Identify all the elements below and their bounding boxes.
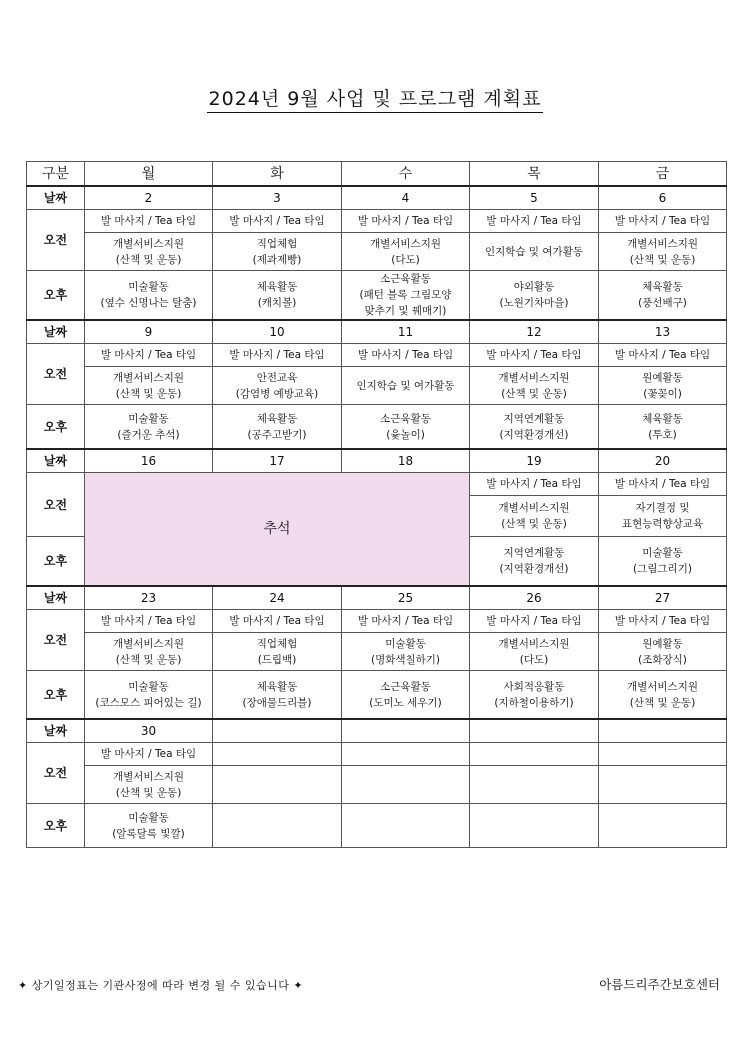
activity-line: 소근육활동 xyxy=(380,680,431,693)
activity-line: (옆수 신명나는 탈춤) xyxy=(100,297,197,309)
tea-row xyxy=(27,344,727,367)
organization-name: 아름드리주간보호센터 xyxy=(599,977,720,992)
activity-line: (공주고받기) xyxy=(247,428,307,441)
activity-line: 소근육활동 xyxy=(380,412,431,425)
activity-line: (산책 및 운동) xyxy=(629,696,696,709)
activity-line: 원예활동 xyxy=(642,637,683,650)
date-row xyxy=(27,586,727,610)
date-cell: 27 xyxy=(599,586,727,610)
activity-line: (지역환경개선) xyxy=(499,428,569,441)
activity-line: (다도) xyxy=(391,253,420,266)
pm-activity-cell xyxy=(470,537,599,587)
date-cell: 4 xyxy=(342,186,470,210)
tea-time-cell: 발 마사지 / Tea 타임 xyxy=(599,344,727,367)
activity-line: 지역연계활동 xyxy=(503,412,565,425)
am-activity-cell xyxy=(342,367,470,405)
tea-time-cell: 발 마사지 / Tea 타임 xyxy=(599,210,727,233)
activity-line: (조화장식) xyxy=(638,653,687,666)
activity-line: (다도) xyxy=(519,653,549,666)
am-activity-cell xyxy=(470,766,599,804)
tea-time-cell xyxy=(599,743,727,766)
pm-label: 오후 xyxy=(27,271,85,321)
activity-line: (풍선배구) xyxy=(638,297,687,309)
date-label: 날짜 xyxy=(27,186,85,210)
day-header: 월 xyxy=(85,162,213,187)
activity-line: 미술활동 xyxy=(642,547,683,559)
tea-time-cell xyxy=(342,743,470,766)
pm-row xyxy=(27,405,727,450)
day-header: 금 xyxy=(599,162,727,187)
footer-note xyxy=(18,977,303,993)
date-cell: 24 xyxy=(213,586,342,610)
date-cell: 3 xyxy=(213,186,342,210)
pm-activity-cell xyxy=(599,405,727,450)
activity-line: 소근육활동 xyxy=(380,273,431,285)
activity-line: (명화색칠하기) xyxy=(370,653,441,666)
date-cell: 11 xyxy=(342,320,470,344)
date-cell: 5 xyxy=(470,186,599,210)
tea-time-cell: 발 마사지 / Tea 타임 xyxy=(470,344,599,367)
header-row xyxy=(27,162,727,187)
activity-line: 야외활동 xyxy=(513,281,555,293)
tea-time-cell: 발 마사지 / Tea 타임 xyxy=(470,210,599,233)
am-activity-cell xyxy=(599,496,727,537)
am-label: 오전 xyxy=(27,743,85,804)
pm-activity-cell xyxy=(599,271,727,321)
am-activity-cell xyxy=(85,367,213,405)
pm-activity-cell xyxy=(599,671,727,720)
page-title xyxy=(0,84,750,111)
date-row xyxy=(27,186,727,210)
tea-time-cell: 발 마사지 / Tea 타임 xyxy=(85,210,213,233)
activity-line: 직업체험 xyxy=(256,237,298,250)
date-cell: 20 xyxy=(599,449,727,473)
pm-row xyxy=(27,271,727,321)
date-cell: 6 xyxy=(599,186,727,210)
pm-activity-cell xyxy=(213,271,342,321)
date-cell: 18 xyxy=(342,449,470,473)
pm-activity-cell xyxy=(599,537,727,587)
activity-line: 사회적응활동 xyxy=(503,680,565,693)
am-activity-cell xyxy=(342,233,470,271)
date-cell: 26 xyxy=(470,586,599,610)
date-cell: 13 xyxy=(599,320,727,344)
tea-time-cell xyxy=(470,743,599,766)
activity-line: 개별서비스지원 xyxy=(626,680,698,693)
header-label: 구분 xyxy=(27,162,85,187)
am-activity-cell xyxy=(470,233,599,271)
activity-line: (감염병 예방교육) xyxy=(235,387,319,400)
tea-time-cell: 발 마사지 / Tea 타임 xyxy=(213,210,342,233)
activity-line: 미술활동 xyxy=(385,637,426,650)
tea-time-cell: 발 마사지 / Tea 타임 xyxy=(342,610,470,633)
am-label: 오전 xyxy=(27,610,85,671)
date-cell: 16 xyxy=(85,449,213,473)
date-row xyxy=(27,320,727,344)
pm-activity-cell xyxy=(470,671,599,720)
tea-time-cell: 발 마사지 / Tea 타임 xyxy=(470,473,599,496)
activity-line: 개별서비스지원 xyxy=(112,770,184,783)
activity-line: (산책 및 운동) xyxy=(115,253,182,266)
date-cell: 10 xyxy=(213,320,342,344)
pm-activity-cell xyxy=(85,804,213,848)
pm-activity-cell xyxy=(342,671,470,720)
pm-activity-cell xyxy=(342,405,470,450)
activity-line: (도미노 세우기) xyxy=(369,696,442,709)
am-activity-cell xyxy=(470,367,599,405)
date-cell: 19 xyxy=(470,449,599,473)
activity-line: 미술활동 xyxy=(128,412,169,425)
activity-line: (꽃꽂이) xyxy=(643,387,682,400)
am-activity-cell xyxy=(85,633,213,671)
pm-activity-cell xyxy=(599,804,727,848)
tea-time-cell: 발 마사지 / Tea 타임 xyxy=(85,743,213,766)
page-title-text: 2024년 9월 사업 및 프로그램 계획표 xyxy=(207,88,544,113)
date-cell xyxy=(599,719,727,743)
activity-line: 개별서비스지원 xyxy=(112,637,184,650)
am-activity-cell xyxy=(85,233,213,271)
activity-line: 직업체험 xyxy=(256,637,298,650)
activity-line: 개별서비스지원 xyxy=(112,371,184,384)
activity-line: 안전교육 xyxy=(256,371,298,384)
activity-line: (제과제빵) xyxy=(252,253,302,266)
date-cell xyxy=(213,719,342,743)
date-row xyxy=(27,449,727,473)
am-activity-cell xyxy=(342,633,470,671)
date-cell: 30 xyxy=(85,719,213,743)
pm-row xyxy=(27,804,727,848)
am-label: 오전 xyxy=(27,210,85,271)
pm-label: 오후 xyxy=(27,537,85,587)
activity-line: (장애물드리블) xyxy=(242,696,312,709)
tea-time-cell: 발 마사지 / Tea 타임 xyxy=(85,610,213,633)
activity-line: 원예활동 xyxy=(642,371,683,384)
am-activity-cell xyxy=(213,633,342,671)
activity-line: 맞추기 및 꿰매기) xyxy=(364,305,447,317)
am-activity-cell xyxy=(213,233,342,271)
am-row xyxy=(27,766,727,804)
activity-line: (산책 및 운동) xyxy=(501,518,567,530)
day-header: 화 xyxy=(213,162,342,187)
am-activity-cell xyxy=(470,633,599,671)
pm-activity-cell xyxy=(85,671,213,720)
activity-line: (산책 및 운동) xyxy=(501,387,567,400)
activity-line: (산책 및 운동) xyxy=(115,387,182,400)
am-row xyxy=(27,633,727,671)
activity-line: 체육활동 xyxy=(256,680,298,693)
activity-line: (캐치볼) xyxy=(257,297,297,309)
am-activity-cell xyxy=(599,766,727,804)
date-cell: 12 xyxy=(470,320,599,344)
tea-row xyxy=(27,610,727,633)
tea-time-cell: 발 마사지 / Tea 타임 xyxy=(599,473,727,496)
tea-row xyxy=(27,210,727,233)
date-cell: 9 xyxy=(85,320,213,344)
activity-line: 미술활동 xyxy=(128,680,169,693)
tea-row xyxy=(27,743,727,766)
date-cell: 25 xyxy=(342,586,470,610)
activity-line: 미술활동 xyxy=(128,281,169,293)
day-header: 수 xyxy=(342,162,470,187)
activity-line: (지역환경개선) xyxy=(499,563,569,575)
pm-activity-cell xyxy=(470,405,599,450)
pm-activity-cell xyxy=(213,804,342,848)
am-activity-cell xyxy=(342,766,470,804)
am-label: 오전 xyxy=(27,473,85,537)
tea-time-cell: 발 마사지 / Tea 타임 xyxy=(213,610,342,633)
activity-line: (즐거운 추석) xyxy=(117,428,180,441)
am-label: 오전 xyxy=(27,344,85,405)
schedule-table xyxy=(26,161,727,848)
footer-note-text: 상기일정표는 기관사정에 따라 변경 될 수 있습니다 xyxy=(31,979,290,992)
pm-activity-cell xyxy=(213,405,342,450)
date-label: 날짜 xyxy=(27,320,85,344)
activity-line: (산책 및 운동) xyxy=(115,653,182,666)
activity-line: (알록달록 빛깔) xyxy=(112,827,185,840)
pm-activity-cell xyxy=(470,804,599,848)
pm-activity-cell xyxy=(342,271,470,321)
activity-line: 체육활동 xyxy=(256,281,298,293)
activity-line: 지역연계활동 xyxy=(503,547,565,559)
pm-label: 오후 xyxy=(27,671,85,720)
tea-time-cell: 발 마사지 / Tea 타임 xyxy=(599,610,727,633)
holiday-cell: 추석 xyxy=(85,473,470,587)
tea-time-cell: 발 마사지 / Tea 타임 xyxy=(213,344,342,367)
pm-activity-cell xyxy=(213,671,342,720)
tea-time-cell: 발 마사지 / Tea 타임 xyxy=(342,210,470,233)
activity-line: 인지학습 및 여가활동 xyxy=(485,245,583,258)
date-cell xyxy=(342,719,470,743)
activity-line: 체육활동 xyxy=(642,412,683,425)
date-row xyxy=(27,719,727,743)
activity-line: (지하철이용하기) xyxy=(494,696,574,709)
footer-note-marker: ✦ xyxy=(289,979,304,992)
tea-time-cell: 발 마사지 / Tea 타임 xyxy=(470,610,599,633)
date-cell: 2 xyxy=(85,186,213,210)
activity-line: 개별서비스지원 xyxy=(369,237,441,250)
pm-label: 오후 xyxy=(27,804,85,848)
am-activity-cell xyxy=(470,496,599,537)
date-label: 날짜 xyxy=(27,586,85,610)
activity-line: (패턴 블록 그림모양 xyxy=(359,289,452,301)
pm-activity-cell xyxy=(470,271,599,321)
date-cell xyxy=(470,719,599,743)
pm-activity-cell xyxy=(85,271,213,321)
activity-line: (윷놀이) xyxy=(386,428,425,441)
tea-time-cell xyxy=(213,743,342,766)
activity-line: 개별서비스지원 xyxy=(626,237,698,250)
pm-label: 오후 xyxy=(27,405,85,450)
activity-line: (산책 및 운동) xyxy=(629,253,696,266)
am-row xyxy=(27,233,727,271)
footer-note-marker: ✦ xyxy=(18,979,32,992)
pm-activity-cell xyxy=(85,405,213,450)
activity-line: 체육활동 xyxy=(642,281,683,293)
am-activity-cell xyxy=(599,233,727,271)
am-activity-cell xyxy=(213,766,342,804)
date-cell: 23 xyxy=(85,586,213,610)
pm-row xyxy=(27,671,727,720)
day-header: 목 xyxy=(470,162,599,187)
activity-line: 개별서비스지원 xyxy=(498,502,570,514)
am-activity-cell xyxy=(213,367,342,405)
activity-line: 인지학습 및 여가활동 xyxy=(356,379,455,392)
activity-line: (노원기차마을) xyxy=(499,297,569,309)
activity-line: 개별서비스지원 xyxy=(498,371,570,384)
activity-line: 체육활동 xyxy=(256,412,298,425)
activity-line: (그림그리기) xyxy=(633,563,692,575)
activity-line: 개별서비스지원 xyxy=(498,637,570,650)
pm-activity-cell xyxy=(342,804,470,848)
date-label: 날짜 xyxy=(27,719,85,743)
activity-line: 개별서비스지원 xyxy=(112,237,184,250)
tea-time-cell: 발 마사지 / Tea 타임 xyxy=(342,344,470,367)
date-label: 날짜 xyxy=(27,449,85,473)
activity-line: 표현능력향상교육 xyxy=(621,518,704,530)
activity-line: 미술활동 xyxy=(128,811,169,824)
tea-row xyxy=(27,473,727,496)
am-activity-cell xyxy=(85,766,213,804)
am-activity-cell xyxy=(599,633,727,671)
date-cell: 17 xyxy=(213,449,342,473)
activity-line: (투호) xyxy=(648,428,677,441)
activity-line: (산책 및 운동) xyxy=(115,786,182,799)
tea-time-cell: 발 마사지 / Tea 타임 xyxy=(85,344,213,367)
activity-line: (드립백) xyxy=(257,653,297,666)
am-activity-cell xyxy=(599,367,727,405)
activity-line: 자기결정 및 xyxy=(635,502,690,514)
activity-line: (코스모스 피어있는 길) xyxy=(95,696,202,709)
am-row xyxy=(27,367,727,405)
